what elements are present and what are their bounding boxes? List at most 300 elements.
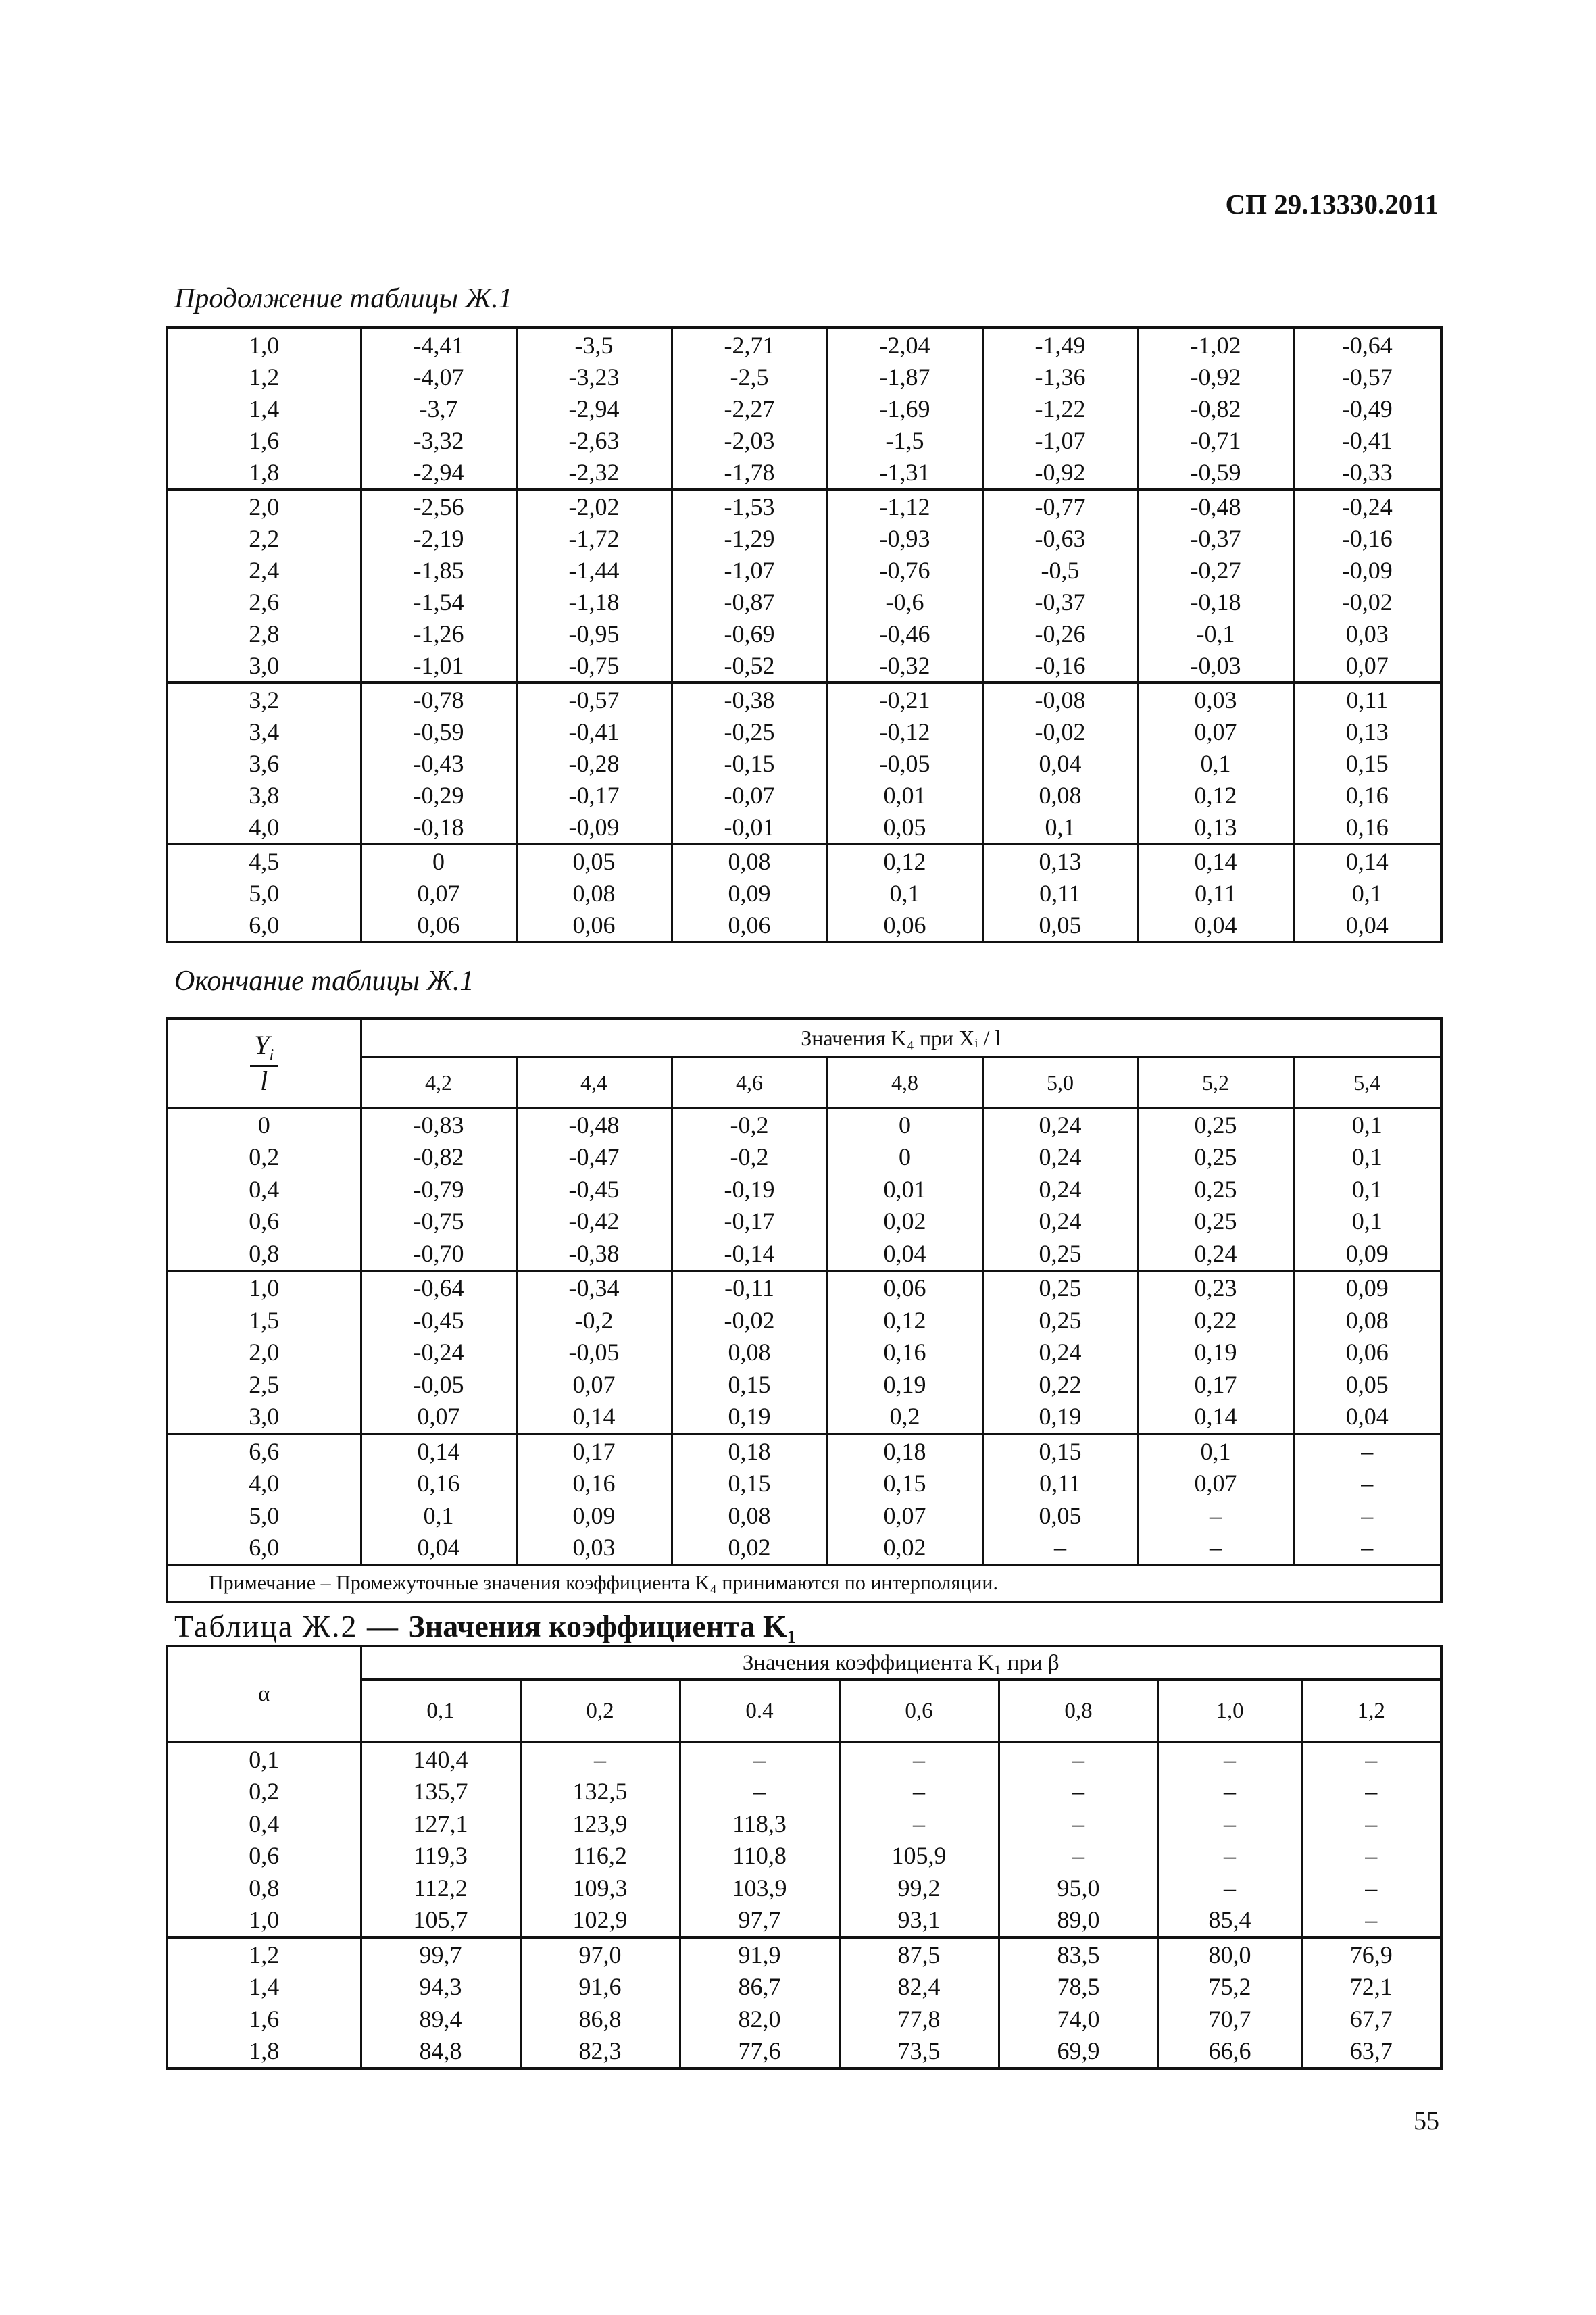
value-cell: -0,33 xyxy=(1293,456,1441,489)
value-cell: 103,9 xyxy=(680,1872,839,1904)
value-cell: 86,8 xyxy=(520,2003,680,2035)
value-cell: 102,9 xyxy=(520,1904,680,1938)
value-cell: – xyxy=(1301,1872,1441,1904)
value-cell: 0,15 xyxy=(672,1468,827,1500)
value-cell: 67,7 xyxy=(1301,2003,1441,2035)
column-header: 4,4 xyxy=(516,1057,672,1108)
value-cell: 0,24 xyxy=(982,1108,1138,1141)
value-cell: 0,05 xyxy=(1293,1368,1441,1401)
value-cell: 0,06 xyxy=(827,1271,982,1305)
value-cell: -0,6 xyxy=(827,586,982,618)
value-cell: -0,11 xyxy=(672,1271,827,1305)
value-cell: – xyxy=(1158,1840,1301,1872)
column-header: 0,6 xyxy=(839,1680,999,1743)
row-label-cell: 4,5 xyxy=(167,844,361,877)
value-cell: 0,08 xyxy=(672,1499,827,1532)
value-cell: -0,75 xyxy=(516,649,672,682)
row-label-cell: 4,0 xyxy=(167,811,361,844)
document-code: СП 29.13330.2011 xyxy=(1225,189,1439,220)
table-row xyxy=(167,1401,1441,1435)
value-cell: -0,12 xyxy=(827,716,982,747)
value-cell: 69,9 xyxy=(999,2035,1158,2069)
row-label-cell: 5,0 xyxy=(167,877,361,909)
value-cell: 0,22 xyxy=(982,1368,1138,1401)
value-cell: – xyxy=(1138,1532,1293,1565)
value-cell: -1,53 xyxy=(672,489,827,522)
value-cell: -1,07 xyxy=(672,554,827,586)
value-cell: 89,0 xyxy=(999,1904,1158,1938)
value-cell: -0,2 xyxy=(516,1304,672,1337)
column-header: 4,6 xyxy=(672,1057,827,1108)
value-cell: 0,11 xyxy=(982,877,1138,909)
value-cell: -1,44 xyxy=(516,554,672,586)
value-cell: 77,6 xyxy=(680,2035,839,2069)
value-cell: -0,45 xyxy=(516,1173,672,1205)
value-cell: 0,16 xyxy=(827,1337,982,1369)
value-cell: -0,02 xyxy=(672,1304,827,1337)
alpha-header: α xyxy=(167,1646,361,1743)
value-cell: 0,1 xyxy=(1293,1205,1441,1238)
value-cell: 0,15 xyxy=(982,1434,1138,1468)
table-k1-coefficient xyxy=(166,1645,1443,2070)
value-cell: -0,71 xyxy=(1138,424,1293,456)
table-row xyxy=(167,456,1441,489)
value-cell: -2,94 xyxy=(361,456,516,489)
page-number: 55 xyxy=(1414,2107,1439,2135)
table-row xyxy=(167,1337,1441,1369)
value-cell: – xyxy=(1293,1468,1441,1500)
value-cell: – xyxy=(680,1743,839,1776)
value-cell: -2,94 xyxy=(516,393,672,424)
column-header: 0,8 xyxy=(999,1680,1158,1743)
value-cell: 0,11 xyxy=(1138,877,1293,909)
value-cell: -0,29 xyxy=(361,779,516,811)
value-cell: 0,13 xyxy=(982,844,1138,877)
value-cell: 105,9 xyxy=(839,1840,999,1872)
value-cell: -1,02 xyxy=(1138,328,1293,361)
value-cell: 0,15 xyxy=(672,1368,827,1401)
value-cell: -0,59 xyxy=(361,716,516,747)
value-cell: – xyxy=(1301,1776,1441,1808)
value-cell: 0,04 xyxy=(827,1237,982,1271)
value-cell: -0,19 xyxy=(672,1173,827,1205)
value-cell: 89,4 xyxy=(361,2003,520,2035)
table-row xyxy=(167,1743,1441,1776)
value-cell: -0,87 xyxy=(672,586,827,618)
value-cell: -0,07 xyxy=(672,779,827,811)
value-cell: -0,28 xyxy=(516,747,672,779)
row-label-cell: 0,1 xyxy=(167,1743,361,1776)
row-label-cell: 0,2 xyxy=(167,1141,361,1174)
table-row xyxy=(167,1468,1441,1500)
value-cell: -1,29 xyxy=(672,522,827,554)
value-cell: -0,02 xyxy=(1293,586,1441,618)
row-label-cell: 1,8 xyxy=(167,456,361,489)
value-cell: 0,05 xyxy=(982,1499,1138,1532)
value-cell: -2,71 xyxy=(672,328,827,361)
value-cell: 0,14 xyxy=(1293,844,1441,877)
column-header: 0.4 xyxy=(680,1680,839,1743)
value-cell: -0,57 xyxy=(1293,361,1441,393)
value-cell: -0,52 xyxy=(672,649,827,682)
value-cell: 0,07 xyxy=(1293,649,1441,682)
value-cell: -0,08 xyxy=(982,682,1138,716)
value-cell: 110,8 xyxy=(680,1840,839,1872)
value-cell: -0,2 xyxy=(672,1141,827,1174)
value-cell: 0,08 xyxy=(672,844,827,877)
value-cell: -0,27 xyxy=(1138,554,1293,586)
value-cell: 0,13 xyxy=(1138,811,1293,844)
value-cell: 0,1 xyxy=(1293,1173,1441,1205)
table-row xyxy=(167,877,1441,909)
table-row xyxy=(167,1499,1441,1532)
value-cell: 87,5 xyxy=(839,1937,999,1971)
value-cell: -0,57 xyxy=(516,682,672,716)
value-cell: -3,23 xyxy=(516,361,672,393)
value-cell: -2,02 xyxy=(516,489,672,522)
table-row xyxy=(167,1971,1441,2003)
value-cell: -0,24 xyxy=(361,1337,516,1369)
value-cell: 0,03 xyxy=(1293,618,1441,649)
value-cell: 0,1 xyxy=(982,811,1138,844)
value-cell: 0,17 xyxy=(1138,1368,1293,1401)
value-cell: – xyxy=(1158,1808,1301,1840)
value-cell: 70,7 xyxy=(1158,2003,1301,2035)
value-cell: – xyxy=(520,1743,680,1776)
value-cell: 0,11 xyxy=(982,1468,1138,1500)
value-cell: 0,19 xyxy=(672,1401,827,1435)
value-cell: 82,0 xyxy=(680,2003,839,2035)
value-cell: 77,8 xyxy=(839,2003,999,2035)
value-cell: 0,02 xyxy=(827,1205,982,1238)
table-row xyxy=(167,2035,1441,2069)
value-cell: -1,72 xyxy=(516,522,672,554)
value-cell: -2,5 xyxy=(672,361,827,393)
row-label-cell: 0,8 xyxy=(167,1237,361,1271)
value-cell: -0,49 xyxy=(1293,393,1441,424)
value-cell: 0,07 xyxy=(827,1499,982,1532)
value-cell: -0,82 xyxy=(1138,393,1293,424)
value-cell: -2,03 xyxy=(672,424,827,456)
value-cell: -0,79 xyxy=(361,1173,516,1205)
value-cell: -0,17 xyxy=(672,1205,827,1238)
row-label-cell: 6,6 xyxy=(167,1434,361,1468)
value-cell: – xyxy=(1293,1434,1441,1468)
value-cell: -0,41 xyxy=(516,716,672,747)
table-row xyxy=(167,586,1441,618)
value-cell: -0,18 xyxy=(1138,586,1293,618)
value-cell: – xyxy=(999,1840,1158,1872)
row-label-cell: 3,4 xyxy=(167,716,361,747)
value-cell: 0,12 xyxy=(827,1304,982,1337)
value-cell: -1,5 xyxy=(827,424,982,456)
value-cell: 0,14 xyxy=(1138,844,1293,877)
value-cell: 0,1 xyxy=(1138,747,1293,779)
value-cell: -2,27 xyxy=(672,393,827,424)
value-cell: 0,18 xyxy=(827,1434,982,1468)
table-row xyxy=(167,909,1441,942)
value-cell: 140,4 xyxy=(361,1743,520,1776)
value-cell: 0,14 xyxy=(516,1401,672,1435)
value-cell: 94,3 xyxy=(361,1971,520,2003)
value-cell: 0,15 xyxy=(827,1468,982,1500)
value-cell: -0,01 xyxy=(672,811,827,844)
value-cell: -1,26 xyxy=(361,618,516,649)
table-row xyxy=(167,1776,1441,1808)
value-cell: 97,7 xyxy=(680,1904,839,1938)
value-cell: 0,09 xyxy=(516,1499,672,1532)
value-cell: – xyxy=(1158,1872,1301,1904)
value-cell: -0,83 xyxy=(361,1108,516,1141)
value-cell: -0,05 xyxy=(361,1368,516,1401)
column-header: 5,2 xyxy=(1138,1057,1293,1108)
table-note: Примечание – Промежуточные значения коэффициента K₄ принимаются по интерполяции. xyxy=(167,1565,1441,1603)
value-cell: -0,46 xyxy=(827,618,982,649)
value-cell: -0,26 xyxy=(982,618,1138,649)
value-cell: -0,05 xyxy=(516,1337,672,1369)
value-cell: – xyxy=(982,1532,1138,1565)
value-cell: -3,7 xyxy=(361,393,516,424)
value-cell: -0,16 xyxy=(982,649,1138,682)
table-row xyxy=(167,716,1441,747)
value-cell: -1,01 xyxy=(361,649,516,682)
value-cell: -0,02 xyxy=(982,716,1138,747)
value-cell: -0,95 xyxy=(516,618,672,649)
value-cell: 85,4 xyxy=(1158,1904,1301,1938)
row-label-cell: 3,0 xyxy=(167,1401,361,1435)
value-cell: 132,5 xyxy=(520,1776,680,1808)
value-cell: -0,45 xyxy=(361,1304,516,1337)
table3-title-bold: Значения коэффициента K₁ xyxy=(408,1609,797,1643)
column-header: 1,2 xyxy=(1301,1680,1441,1743)
value-cell: -1,78 xyxy=(672,456,827,489)
value-cell: -3,5 xyxy=(516,328,672,361)
value-cell: 0,24 xyxy=(982,1141,1138,1174)
value-cell: -1,36 xyxy=(982,361,1138,393)
value-cell: -1,31 xyxy=(827,456,982,489)
row-label-cell: 2,5 xyxy=(167,1368,361,1401)
value-cell: 127,1 xyxy=(361,1808,520,1840)
value-cell: 0,1 xyxy=(361,1499,516,1532)
value-cell: 0,25 xyxy=(1138,1173,1293,1205)
row-label-cell: 1,5 xyxy=(167,1304,361,1337)
value-cell: -2,56 xyxy=(361,489,516,522)
row-label-cell: 2,0 xyxy=(167,489,361,522)
column-header: 0,2 xyxy=(520,1680,680,1743)
value-cell: 99,7 xyxy=(361,1937,520,1971)
value-cell: – xyxy=(1301,1808,1441,1840)
value-cell: -0,17 xyxy=(516,779,672,811)
row-label-cell: 1,0 xyxy=(167,328,361,361)
value-cell: 0,25 xyxy=(982,1271,1138,1305)
value-cell: 0,04 xyxy=(982,747,1138,779)
value-cell: 0,24 xyxy=(982,1173,1138,1205)
row-label-cell: 3,6 xyxy=(167,747,361,779)
value-cell: -0,76 xyxy=(827,554,982,586)
value-cell: 0,16 xyxy=(1293,779,1441,811)
table-row xyxy=(167,328,1441,361)
value-cell: 72,1 xyxy=(1301,1971,1441,2003)
value-cell: 0,02 xyxy=(827,1532,982,1565)
row-label-cell: 0,6 xyxy=(167,1205,361,1238)
value-cell: -0,92 xyxy=(982,456,1138,489)
table-row xyxy=(167,844,1441,877)
table-row xyxy=(167,1304,1441,1337)
value-cell: -3,32 xyxy=(361,424,516,456)
value-cell: 0,18 xyxy=(672,1434,827,1468)
value-cell: -0,59 xyxy=(1138,456,1293,489)
value-cell: – xyxy=(1158,1776,1301,1808)
value-cell: 0,25 xyxy=(982,1237,1138,1271)
column-header: 0,1 xyxy=(361,1680,520,1743)
table-row xyxy=(167,1937,1441,1971)
value-cell: 0,1 xyxy=(827,877,982,909)
value-cell: -2,32 xyxy=(516,456,672,489)
table-row xyxy=(167,747,1441,779)
value-cell: 93,1 xyxy=(839,1904,999,1938)
table3-title xyxy=(174,1608,797,1644)
value-cell: – xyxy=(1301,1743,1441,1776)
value-cell: -0,16 xyxy=(1293,522,1441,554)
value-cell: -0,05 xyxy=(827,747,982,779)
value-cell: -0,21 xyxy=(827,682,982,716)
value-cell: -0,93 xyxy=(827,522,982,554)
value-cell: -0,5 xyxy=(982,554,1138,586)
value-cell: 0,04 xyxy=(361,1532,516,1565)
row-label-cell: 1,6 xyxy=(167,2003,361,2035)
value-cell: 0,06 xyxy=(827,909,982,942)
row-label-cell: 3,2 xyxy=(167,682,361,716)
value-cell: -0,48 xyxy=(516,1108,672,1141)
value-cell: 91,6 xyxy=(520,1971,680,2003)
row-label-cell: 5,0 xyxy=(167,1499,361,1532)
value-cell: 0,16 xyxy=(516,1468,672,1500)
value-cell: 76,9 xyxy=(1301,1937,1441,1971)
value-cell: 84,8 xyxy=(361,2035,520,2069)
value-cell: – xyxy=(839,1776,999,1808)
value-cell: 0,24 xyxy=(982,1337,1138,1369)
value-cell: -0,78 xyxy=(361,682,516,716)
row-label-cell: 0,2 xyxy=(167,1776,361,1808)
value-cell: 82,3 xyxy=(520,2035,680,2069)
value-cell: 123,9 xyxy=(520,1808,680,1840)
value-cell: 0,08 xyxy=(1293,1304,1441,1337)
value-cell: 0,07 xyxy=(516,1368,672,1401)
value-cell: 0,02 xyxy=(672,1532,827,1565)
table-row xyxy=(167,554,1441,586)
value-cell: -0,15 xyxy=(672,747,827,779)
value-cell: -0,34 xyxy=(516,1271,672,1305)
value-cell: 0,07 xyxy=(1138,716,1293,747)
table-row xyxy=(167,1840,1441,1872)
value-cell: – xyxy=(839,1743,999,1776)
value-cell: 0,09 xyxy=(672,877,827,909)
value-cell: – xyxy=(1138,1499,1293,1532)
value-cell: 0,03 xyxy=(1138,682,1293,716)
value-cell: – xyxy=(999,1743,1158,1776)
row-label-cell: 2,8 xyxy=(167,618,361,649)
row-label-cell: 1,4 xyxy=(167,393,361,424)
table-ending xyxy=(166,1017,1443,1603)
value-cell: -0,2 xyxy=(672,1108,827,1141)
value-cell: 0,25 xyxy=(1138,1108,1293,1141)
value-cell: -0,24 xyxy=(1293,489,1441,522)
column-header: 4,8 xyxy=(827,1057,982,1108)
table-row xyxy=(167,682,1441,716)
value-cell: 0,03 xyxy=(516,1532,672,1565)
table-row xyxy=(167,618,1441,649)
value-cell: 0,06 xyxy=(516,909,672,942)
value-cell: 74,0 xyxy=(999,2003,1158,2035)
row-label-cell: 3,8 xyxy=(167,779,361,811)
value-cell: – xyxy=(1158,1743,1301,1776)
value-cell: – xyxy=(1301,1904,1441,1938)
k1-group-header: Значения коэффициента K₁ при β xyxy=(361,1646,1441,1680)
value-cell: 63,7 xyxy=(1301,2035,1441,2069)
value-cell: 0,1 xyxy=(1293,1141,1441,1174)
column-header: 5,0 xyxy=(982,1057,1138,1108)
table-row xyxy=(167,1141,1441,1174)
row-label-cell: 6,0 xyxy=(167,909,361,942)
value-cell: -1,12 xyxy=(827,489,982,522)
value-cell: 0,07 xyxy=(361,877,516,909)
table1-caption: Продолжение таблицы Ж.1 xyxy=(174,283,513,314)
row-label-cell: 2,0 xyxy=(167,1337,361,1369)
row-label-cell: 0,6 xyxy=(167,1840,361,1872)
row-label-cell: 1,0 xyxy=(167,1271,361,1305)
value-cell: -1,18 xyxy=(516,586,672,618)
row-label-cell: 1,2 xyxy=(167,361,361,393)
value-cell: 0,25 xyxy=(982,1304,1138,1337)
value-cell: -0,38 xyxy=(672,682,827,716)
value-cell: 0,12 xyxy=(827,844,982,877)
row-label-cell: 0,8 xyxy=(167,1872,361,1904)
value-cell: -0,70 xyxy=(361,1237,516,1271)
value-cell: -0,09 xyxy=(516,811,672,844)
value-cell: -1,69 xyxy=(827,393,982,424)
value-cell: 0,12 xyxy=(1138,779,1293,811)
row-label-cell: 1,0 xyxy=(167,1904,361,1938)
row-label-cell: 0 xyxy=(167,1108,361,1141)
value-cell: 0,23 xyxy=(1138,1271,1293,1305)
value-cell: 86,7 xyxy=(680,1971,839,2003)
value-cell: -0,14 xyxy=(672,1237,827,1271)
value-cell: 0,05 xyxy=(516,844,672,877)
table-row xyxy=(167,1904,1441,1938)
row-variable-header xyxy=(167,1018,361,1108)
value-cell: -4,41 xyxy=(361,328,516,361)
value-cell: 0,16 xyxy=(361,1468,516,1500)
row-label-cell: 1,2 xyxy=(167,1937,361,1971)
value-cell: -0,37 xyxy=(1138,522,1293,554)
value-cell: 0,08 xyxy=(516,877,672,909)
table-row xyxy=(167,1434,1441,1468)
table-row xyxy=(167,1808,1441,1840)
table-row xyxy=(167,1872,1441,1904)
value-cell: -0,48 xyxy=(1138,489,1293,522)
fraction-numerator: Y xyxy=(254,1030,270,1061)
value-cell: 0,06 xyxy=(361,909,516,942)
row-label-cell: 2,4 xyxy=(167,554,361,586)
value-cell: -0,75 xyxy=(361,1205,516,1238)
value-cell: 0 xyxy=(361,844,516,877)
value-cell: -0,41 xyxy=(1293,424,1441,456)
value-cell: – xyxy=(1301,1840,1441,1872)
table-row xyxy=(167,361,1441,393)
value-cell: – xyxy=(999,1776,1158,1808)
value-cell: 0,05 xyxy=(827,811,982,844)
value-cell: 109,3 xyxy=(520,1872,680,1904)
